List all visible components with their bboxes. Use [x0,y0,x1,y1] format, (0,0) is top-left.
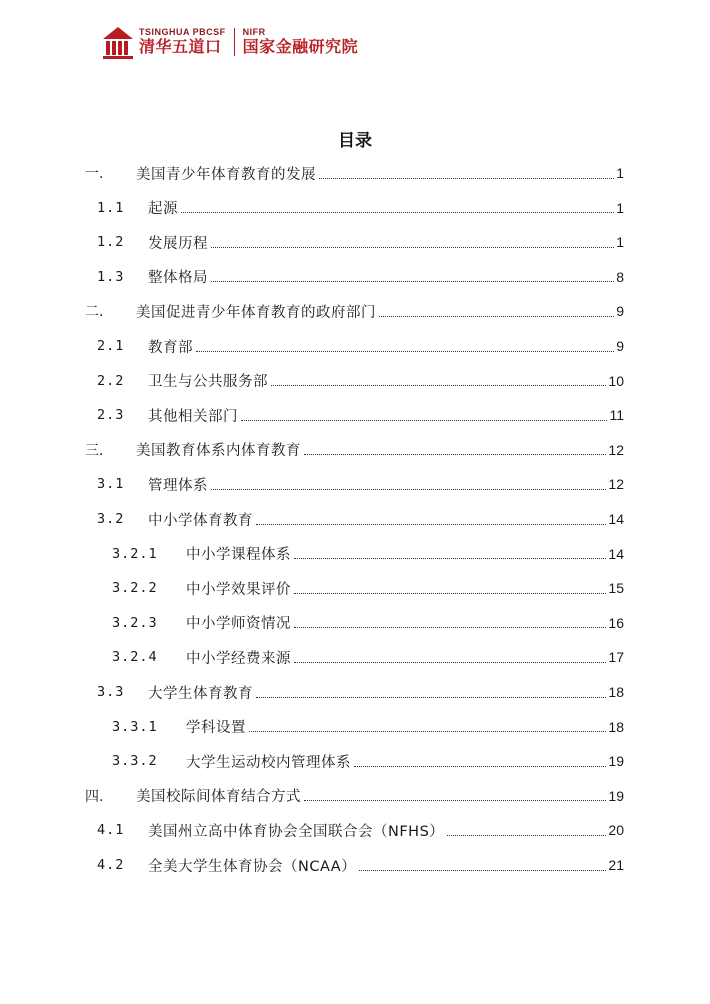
toc-entry[interactable] [97,506,624,532]
toc-entry-page: 18 [608,684,624,700]
toc-entry[interactable] [85,783,624,809]
toc-entry[interactable] [112,748,624,774]
toc-entry-page: 10 [608,372,624,389]
toc-entry-title: 美国校际间体育结合方式 [136,789,301,806]
toc-entry[interactable] [97,229,624,255]
toc-entry-title: 中小学课程体系 [186,547,291,564]
toc-entry[interactable] [97,852,624,878]
toc-entry-page: 9 [616,303,624,320]
toc-entry-number: 三. [85,442,104,459]
toc-entry[interactable] [97,817,624,843]
dot-leader [359,870,606,871]
toc-entry-title: 美国促进青少年体育教育的政府部门 [136,304,376,321]
dot-leader [271,385,606,386]
toc-entry-number: 四. [85,788,104,805]
toc-entry-number: 3.3.1 [112,718,158,735]
toc-entry-number: 二. [85,304,104,321]
toc-entry-page: 21 [608,857,624,873]
brand-nifr [243,27,359,57]
toc-entry-page: 15 [608,580,624,597]
dot-leader [256,524,606,525]
toc-entry[interactable] [85,437,624,463]
toc-entry-number: 3.2.4 [112,649,158,666]
toc-entry[interactable] [97,195,624,221]
toc-entry-number: 3.3 [97,684,125,700]
toc-entry-page: 12 [608,476,624,493]
toc-entry-page: 14 [608,511,624,527]
toc-entry-title: 中小学师资情况 [186,616,291,633]
toc-entry[interactable] [97,264,624,290]
toc-entry-page: 17 [608,649,624,666]
dot-leader [181,212,614,213]
toc-entry-title: 起源 [148,201,178,218]
dot-leader [211,247,614,248]
toc-entry-title: 大学生体育教育 [148,685,253,702]
dot-leader [294,558,606,559]
header-divider [234,28,235,56]
toc-entry-number: 3.1 [97,476,125,493]
toc-entry-title: 中小学体育教育 [148,512,253,529]
toc-entry-title: 卫生与公共服务部 [148,374,268,391]
toc-entry-number: 1.2 [97,234,125,251]
toc-entry-title: 美国青少年体育教育的发展 [136,166,316,183]
dot-leader [304,800,606,801]
toc-entry-number: 2.2 [97,372,125,389]
toc-entry-title: 大学生运动校内管理体系 [186,754,351,771]
toc-entry-title: 学科设置 [186,720,246,737]
toc-entry-title: 中小学效果评价 [186,581,291,598]
toc-entry-number: 3.2.3 [112,614,158,631]
brand-zh-tsinghua: 清华五道口 [139,37,222,56]
toc-entry[interactable] [97,368,624,394]
toc-entry-number: 2.3 [97,407,125,424]
toc-entry-title: 整体格局 [148,270,208,287]
page-header [101,22,358,62]
toc-entry-title: 中小学经费来源 [186,650,291,667]
toc-entry-page: 1 [616,199,624,216]
toc-entry-page: 19 [608,753,624,770]
toc-entry-title: 其他相关部门 [148,408,238,425]
toc-entry[interactable] [112,575,624,601]
toc-entry-page: 11 [609,407,624,424]
toc-entry-number: 1.3 [97,268,125,285]
toc-entry-number: 4.2 [97,857,125,873]
toc-entry-number: 3.2.1 [112,545,158,562]
toc-entry-page: 19 [608,787,624,804]
toc-entry-page: 14 [608,545,624,562]
dot-leader [196,351,614,352]
toc-entry-page: 16 [608,614,624,631]
toc-entry-page: 1 [616,165,624,181]
toc-entry-page: 1 [616,234,624,251]
toc-entry-number: 3.2 [97,511,125,527]
toc-entry-page: 8 [616,268,624,285]
dot-leader [304,454,606,455]
toc-entry-title: 发展历程 [148,235,208,252]
dot-leader [211,489,606,490]
brand-en-tsinghua: TSINGHUA PBCSF [139,27,226,37]
toc-entry[interactable] [97,333,624,359]
toc-entry-number: 一. [85,166,104,182]
toc-entry-title: 美国教育体系内体育教育 [136,443,301,460]
dot-leader [379,316,614,317]
toc-entry[interactable] [112,541,624,567]
brand-zh-nifr: 国家金融研究院 [242,37,359,56]
toc-entry[interactable] [112,714,624,740]
toc-entry-page: 9 [616,338,624,354]
toc-entry[interactable] [85,298,624,324]
toc-entry[interactable] [97,471,624,497]
building-logo-icon [101,25,135,59]
toc-title: 目录 [338,131,372,151]
toc-entry-title: 管理体系 [148,477,208,494]
toc-entry-page: 12 [608,441,624,458]
toc-entry-number: 4.1 [97,822,125,839]
toc-entry-page: 18 [608,718,624,735]
dot-leader [249,731,606,732]
toc-entry[interactable] [112,644,624,670]
toc-entry-number: 3.3.2 [112,753,158,770]
toc-entry-number: 1.1 [97,199,125,216]
dot-leader [211,281,614,282]
brand-tsinghua [139,27,226,57]
toc-entry[interactable] [97,679,624,705]
brand-en-nifr: NIFR [242,27,266,37]
dot-leader [294,627,606,628]
toc-entry[interactable] [85,160,624,186]
toc-entry[interactable] [97,402,624,428]
dot-leader [294,593,606,594]
dot-leader [447,835,606,836]
dot-leader [354,766,606,767]
toc-entry-title: 教育部 [148,339,193,356]
dot-leader [319,178,614,179]
toc-entry-number: 2.1 [97,338,125,354]
dot-leader [241,420,607,421]
dot-leader [256,697,606,698]
toc-entry-title: 全美大学生体育协会（NCAA） [148,858,357,875]
toc-entry[interactable] [112,610,624,636]
toc-entry-number: 3.2.2 [112,580,158,597]
dot-leader [294,662,606,663]
toc-entry-page: 20 [608,822,624,839]
toc-entry-title: 美国州立高中体育协会全国联合会（NFHS） [148,823,445,840]
